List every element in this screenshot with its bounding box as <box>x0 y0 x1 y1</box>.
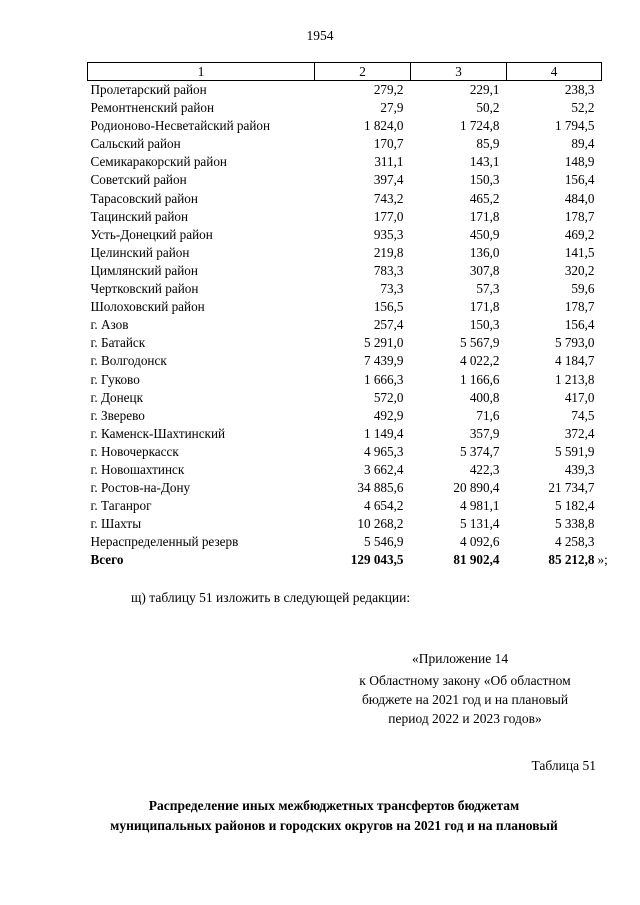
heading-line-1: Распределение иных межбюджетных трансфертов бюджетам <box>148 798 520 813</box>
row-value-4: 1 794,5 <box>554 118 595 134</box>
row-value-3: 85,9 <box>476 136 500 152</box>
table-row <box>88 99 602 117</box>
row-value-2: 4 965,3 <box>363 443 404 459</box>
row-name: г. Батайск <box>90 335 146 351</box>
row-name: Сальский район <box>90 136 181 152</box>
budget-table <box>87 62 608 570</box>
row-value-2: 743,2 <box>373 190 404 206</box>
row-name: г. Азов <box>90 317 129 333</box>
row-value-3: 5 374,7 <box>459 443 500 459</box>
total-value-4: 85 212,8 <box>548 552 595 568</box>
row-value-2: 783,3 <box>373 262 404 278</box>
table-body <box>88 81 602 552</box>
column-header-3: 3 <box>411 63 507 81</box>
row-value-3: 71,6 <box>476 407 500 423</box>
row-value-2: 219,8 <box>373 244 404 260</box>
total-value-4-cell <box>507 551 608 569</box>
table-row <box>88 479 602 497</box>
table-row <box>88 208 602 226</box>
row-name: г. Новочеркасск <box>90 443 179 459</box>
column-header-4: 4 <box>507 63 602 81</box>
appendix-line-3: период 2022 и 2023 годов» <box>388 711 542 726</box>
row-value-3: 57,3 <box>476 281 500 297</box>
row-name: Советский район <box>90 172 187 188</box>
table-row <box>88 171 602 189</box>
row-value-4: 59,6 <box>571 281 595 297</box>
row-value-4: 320,2 <box>564 262 595 278</box>
row-value-4: 141,5 <box>564 244 595 260</box>
column-header-2: 2 <box>315 63 411 81</box>
row-value-4: 469,2 <box>564 226 595 242</box>
table-row <box>88 81 602 100</box>
table-row <box>88 153 602 171</box>
table-row <box>88 262 602 280</box>
row-name: г. Донецк <box>90 389 143 405</box>
table-label: Таблица 51 <box>531 758 596 773</box>
total-value-2: 129 043,5 <box>350 552 404 568</box>
table-row <box>88 135 602 153</box>
row-name: Нераспределенный резерв <box>90 534 239 550</box>
row-value-4: 52,2 <box>571 100 595 116</box>
row-value-4: 148,9 <box>564 154 595 170</box>
row-value-3: 150,3 <box>469 172 500 188</box>
table-row <box>88 244 602 262</box>
row-value-4: 89,4 <box>571 136 595 152</box>
appendix-description <box>334 671 596 728</box>
row-value-4: 4 184,7 <box>554 353 595 369</box>
row-value-4: 372,4 <box>564 425 595 441</box>
row-value-2: 73,3 <box>380 281 404 297</box>
table-row <box>88 461 602 479</box>
row-value-4: 238,3 <box>564 82 595 97</box>
appendix-line-1: к Областному закону «Об областном <box>359 673 571 688</box>
row-value-4: 5 591,9 <box>554 443 595 459</box>
row-name: Чертковский район <box>90 281 199 297</box>
table-row <box>88 425 602 443</box>
column-header-1: 1 <box>88 63 315 81</box>
row-value-4: 439,3 <box>564 461 595 477</box>
row-value-4: 21 734,7 <box>548 480 595 496</box>
table-row <box>88 389 602 407</box>
row-value-3: 5 567,9 <box>459 335 500 351</box>
row-value-2: 10 268,2 <box>357 516 404 532</box>
row-name: Тацинский район <box>90 208 189 224</box>
instruction-text: щ) таблицу 51 изложить в следующей редакции: <box>131 590 411 605</box>
row-value-4: 1 213,8 <box>554 371 595 387</box>
heading-line-2: муниципальных районов и городских округов на 2021 год и на плановый <box>110 818 558 833</box>
row-value-3: 20 890,4 <box>453 480 500 496</box>
row-value-4: 484,0 <box>564 190 595 206</box>
row-value-2: 27,9 <box>380 100 404 116</box>
appendix-title: «Приложение 14 <box>412 651 509 666</box>
row-value-3: 1 724,8 <box>459 118 500 134</box>
row-name: г. Гуково <box>90 371 140 387</box>
row-name: г. Ростов-на-Дону <box>90 480 191 496</box>
row-value-4: 156,4 <box>564 172 595 188</box>
row-value-3: 136,0 <box>469 244 500 260</box>
row-name: Цимлянский район <box>90 262 198 278</box>
total-value-3: 81 902,4 <box>453 552 500 568</box>
row-value-3: 4 981,1 <box>459 498 500 514</box>
row-value-4: 178,7 <box>564 299 595 315</box>
row-name: Родионово-Несветайский район <box>90 118 271 134</box>
table-row <box>88 334 602 352</box>
row-name: г. Каменск-Шахтинский <box>90 425 226 441</box>
row-name: Усть-Донецкий район <box>90 226 213 242</box>
total-row <box>88 551 602 569</box>
closing-quote-suffix: »; <box>597 552 608 568</box>
row-value-3: 450,9 <box>469 226 500 242</box>
table-row <box>88 497 602 515</box>
row-value-3: 1 166,6 <box>459 371 500 387</box>
table-row <box>88 280 602 298</box>
row-name: г. Таганрог <box>90 498 152 514</box>
row-name: Ремонтненский район <box>90 100 215 116</box>
row-value-2: 1 149,4 <box>363 425 404 441</box>
row-value-4: 4 258,3 <box>554 534 595 550</box>
row-value-3: 50,2 <box>476 100 500 116</box>
table-heading <box>60 796 608 836</box>
row-value-4: 156,4 <box>564 317 595 333</box>
page-number: 1954 <box>306 28 334 43</box>
row-value-2: 5 291,0 <box>363 335 404 351</box>
row-value-3: 4 092,6 <box>459 534 500 550</box>
row-value-2: 7 439,9 <box>363 353 404 369</box>
row-value-4: 74,5 <box>571 407 595 423</box>
row-value-2: 34 885,6 <box>357 480 404 496</box>
table-row <box>88 371 602 389</box>
row-value-2: 1 824,0 <box>363 118 404 134</box>
row-name: Семикаракорский район <box>90 154 227 170</box>
row-value-2: 1 666,3 <box>363 371 404 387</box>
row-value-4: 5 793,0 <box>554 335 595 351</box>
row-value-3: 143,1 <box>469 154 500 170</box>
table-row <box>88 316 602 334</box>
table-row <box>88 515 602 533</box>
table-row <box>88 298 602 316</box>
table-row <box>88 226 602 244</box>
row-value-2: 5 546,9 <box>363 534 404 550</box>
row-value-2: 177,0 <box>373 208 404 224</box>
row-value-3: 229,1 <box>469 82 500 97</box>
row-name: г. Волгодонск <box>90 353 167 369</box>
row-value-2: 170,7 <box>373 136 404 152</box>
row-value-2: 279,2 <box>373 82 404 97</box>
row-value-2: 492,9 <box>373 407 404 423</box>
row-value-2: 257,4 <box>373 317 404 333</box>
row-value-3: 5 131,4 <box>459 516 500 532</box>
table-row <box>88 407 602 425</box>
row-value-2: 311,1 <box>374 154 404 170</box>
row-value-2: 572,0 <box>373 389 404 405</box>
row-value-4: 5 338,8 <box>554 516 595 532</box>
table-row <box>88 443 602 461</box>
row-name: г. Зверево <box>90 407 145 423</box>
row-name: Тарасовский район <box>90 190 198 206</box>
row-value-2: 4 654,2 <box>363 498 404 514</box>
row-name: г. Шахты <box>90 516 142 532</box>
appendix-line-2: бюджете на 2021 год и на плановый <box>361 692 569 707</box>
table-row <box>88 352 602 370</box>
total-label: Всего <box>90 552 124 568</box>
row-value-3: 171,8 <box>469 208 500 224</box>
row-name: Целинский район <box>90 244 190 260</box>
row-name: г. Новошахтинск <box>90 461 185 477</box>
row-value-3: 357,9 <box>469 425 500 441</box>
row-name: Пролетарский район <box>90 82 207 97</box>
table-row <box>88 190 602 208</box>
table-row <box>88 533 602 551</box>
row-value-3: 171,8 <box>469 299 500 315</box>
row-value-3: 150,3 <box>469 317 500 333</box>
row-value-4: 417,0 <box>564 389 595 405</box>
row-value-2: 3 662,4 <box>363 461 404 477</box>
row-value-3: 400,8 <box>469 389 500 405</box>
row-value-2: 156,5 <box>373 299 404 315</box>
row-value-3: 4 022,2 <box>459 353 500 369</box>
row-value-2: 397,4 <box>373 172 404 188</box>
row-value-2: 935,3 <box>373 226 404 242</box>
row-value-3: 465,2 <box>469 190 500 206</box>
table-header-row <box>88 63 602 81</box>
row-value-3: 422,3 <box>469 461 500 477</box>
row-value-4: 178,7 <box>564 208 595 224</box>
row-name: Шолоховский район <box>90 299 205 315</box>
row-value-3: 307,8 <box>469 262 500 278</box>
table-row <box>88 117 602 135</box>
row-value-4: 5 182,4 <box>554 498 595 514</box>
